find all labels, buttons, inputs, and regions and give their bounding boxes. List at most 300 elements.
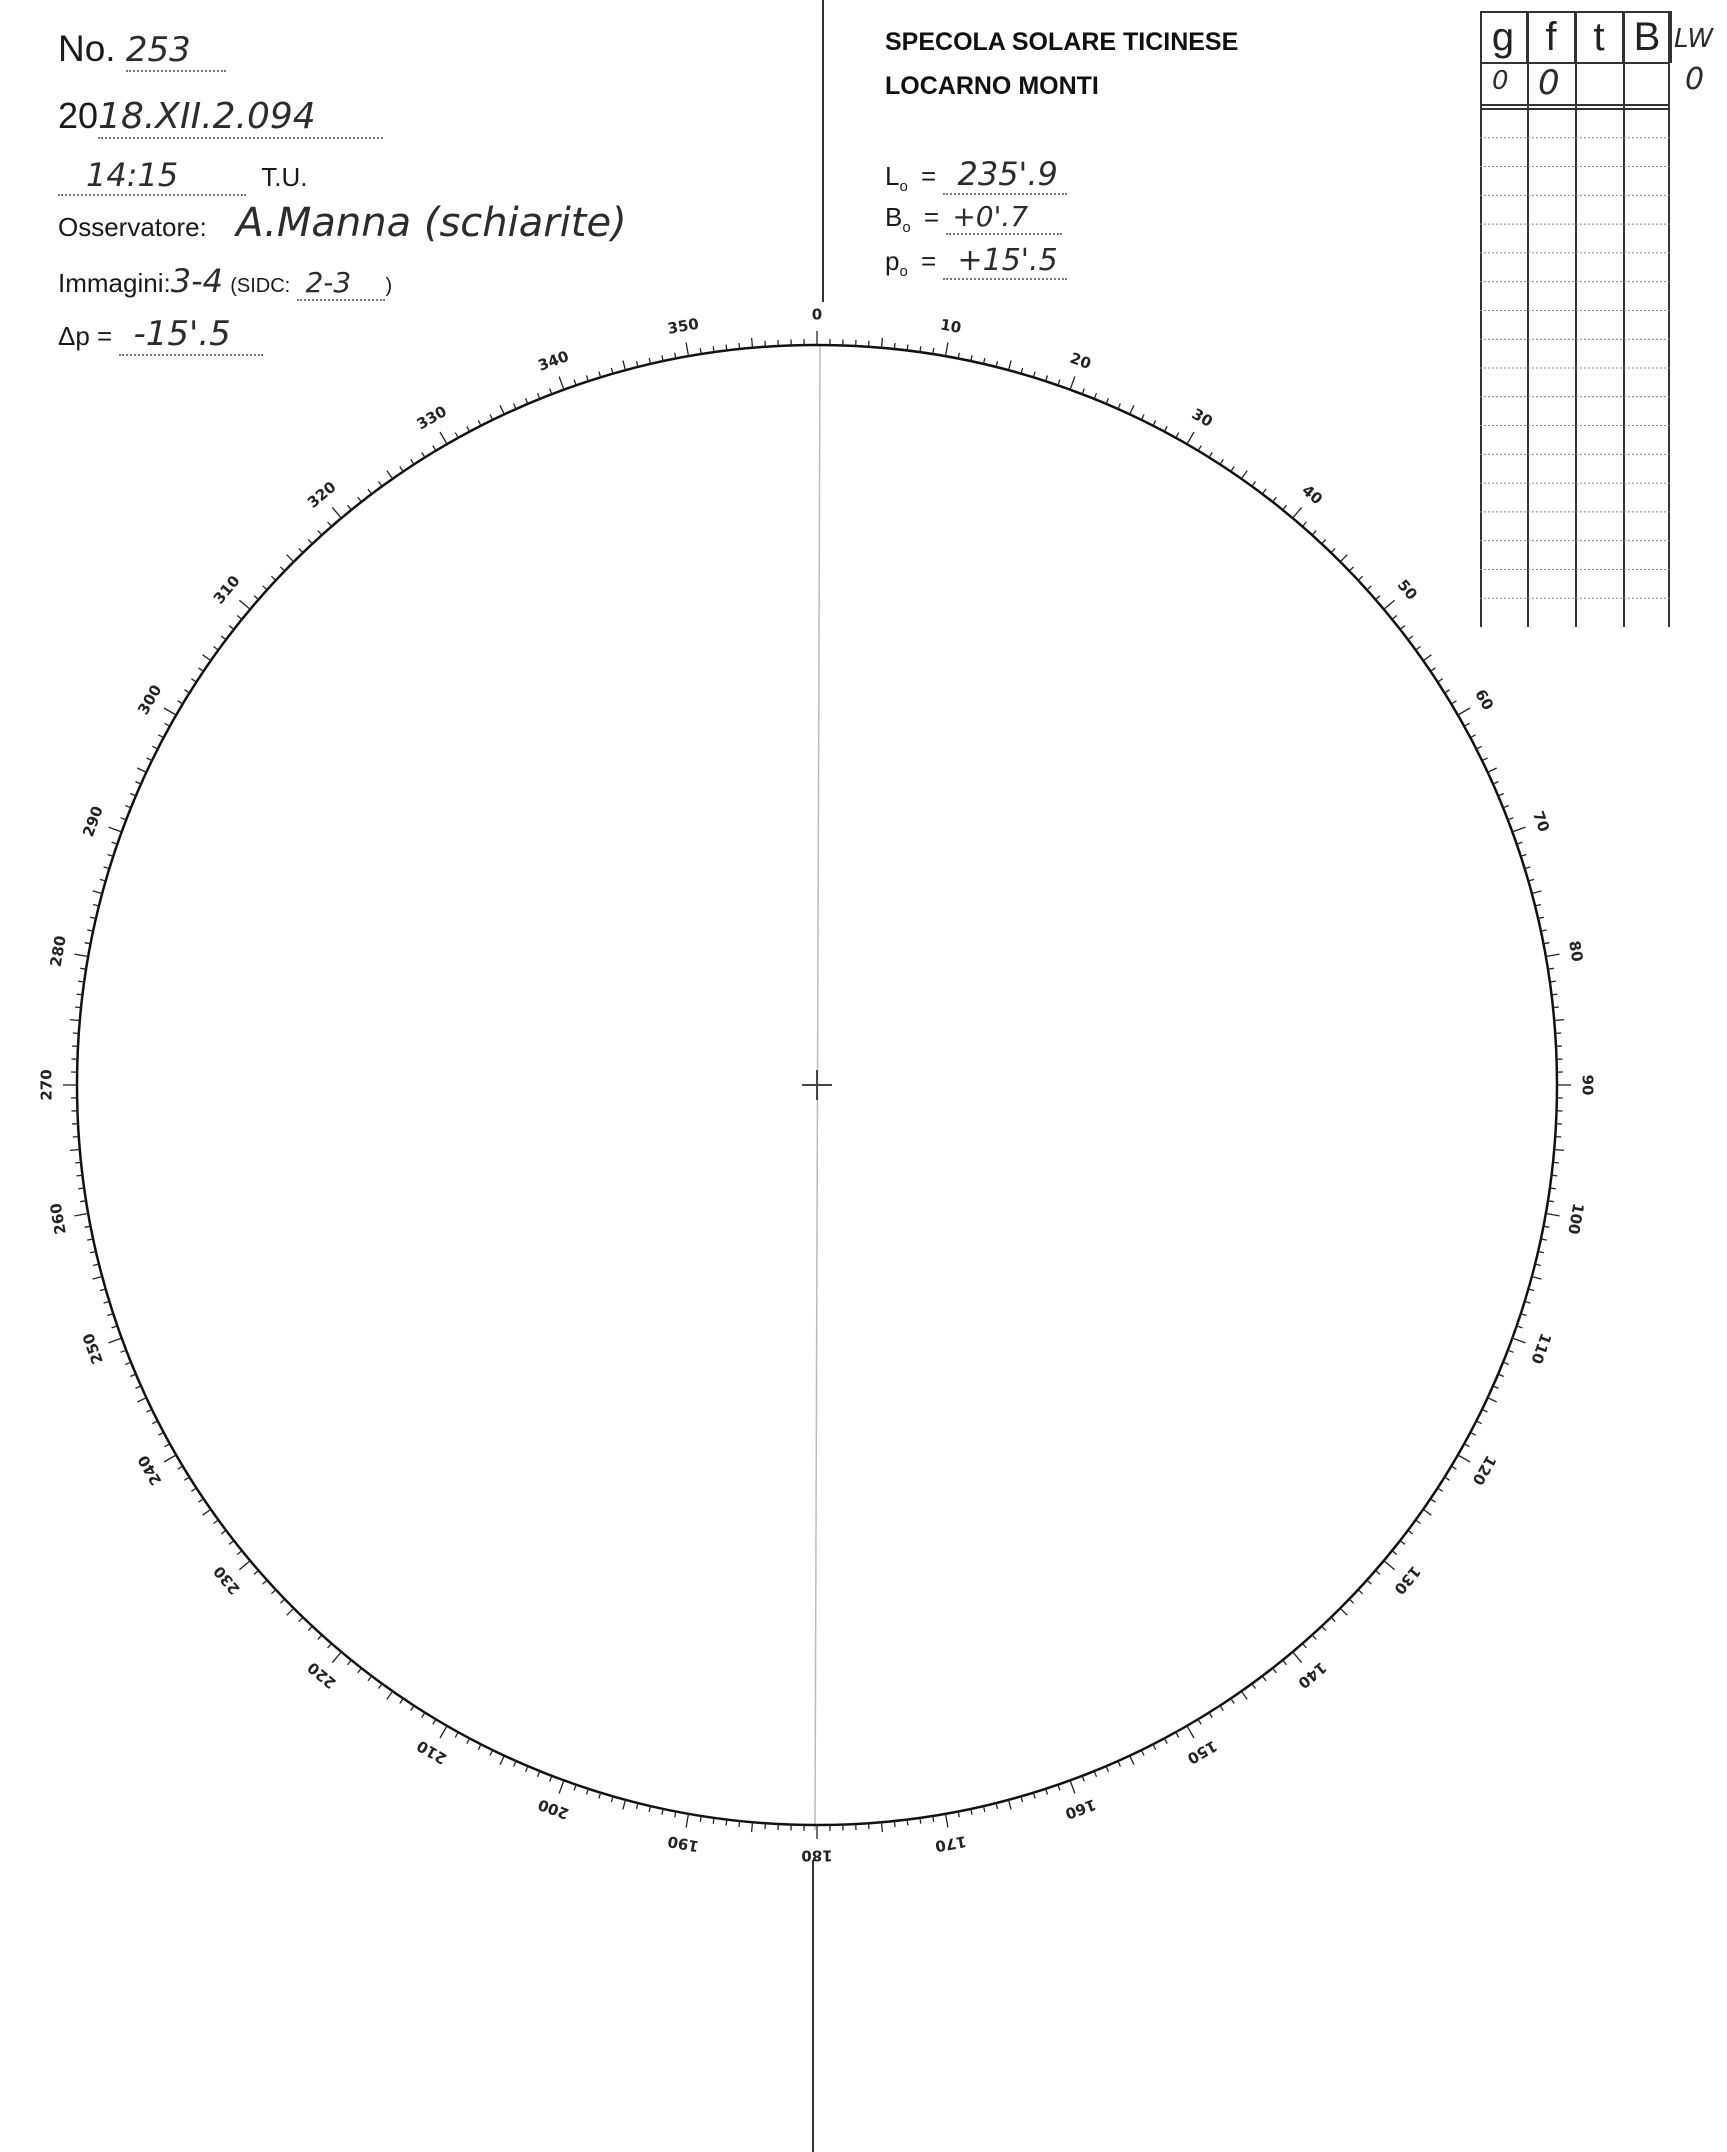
degree-tick	[178, 1466, 183, 1469]
degree-tick	[1550, 981, 1556, 982]
degree-label: 0	[811, 305, 823, 324]
degree-tick	[165, 1444, 170, 1447]
degree-tick	[433, 1719, 436, 1724]
degree-tick	[1554, 1150, 1564, 1151]
header-LW: LW	[1674, 24, 1714, 54]
value-f: 0	[1538, 63, 1560, 103]
degree-tick	[1445, 1477, 1450, 1480]
degree-label: 50	[1393, 575, 1421, 604]
degree-tick	[907, 1820, 908, 1826]
degree-label: 230	[209, 1562, 244, 1598]
degree-label: 190	[666, 1832, 701, 1856]
degree-tick	[75, 1214, 89, 1216]
degree-tick	[1241, 471, 1247, 479]
degree-tick	[229, 1541, 234, 1545]
degree-tick	[1367, 586, 1372, 590]
degree-label: 30	[1188, 404, 1216, 431]
degree-label: 130	[1390, 1562, 1425, 1598]
degree-tick	[500, 1756, 504, 1765]
degree-tick	[1176, 433, 1179, 438]
degree-tick	[1164, 426, 1167, 431]
degree-label: 110	[1527, 1330, 1555, 1367]
degree-tick	[623, 361, 626, 371]
degree-tick	[308, 1626, 312, 1630]
date-prefix: 20	[58, 95, 99, 136]
L0-sub: o	[899, 178, 908, 196]
degree-tick	[1464, 723, 1469, 726]
degree-tick	[214, 1520, 219, 1524]
degree-tick	[237, 616, 242, 620]
degree-tick	[1187, 1726, 1194, 1738]
degree-tick	[280, 1599, 284, 1603]
degree-label: 90	[1578, 1074, 1597, 1096]
degree-tick	[882, 1822, 883, 1832]
degree-tick	[93, 891, 103, 894]
degree-tick	[1408, 1530, 1413, 1534]
degree-tick	[700, 1816, 701, 1822]
degree-tick	[1488, 1398, 1497, 1402]
header-B: B	[1624, 11, 1672, 63]
degree-tick	[752, 338, 753, 348]
degree-tick	[1552, 994, 1558, 995]
degree-tick	[1349, 1599, 1353, 1603]
degree-tick	[75, 954, 89, 956]
degree-tick	[500, 405, 504, 414]
degree-tick	[328, 1644, 332, 1649]
degree-tick	[158, 1432, 163, 1435]
degree-tick	[137, 1398, 146, 1402]
degree-label: 170	[933, 1832, 968, 1856]
degree-label: 330	[413, 402, 450, 434]
degree-tick	[1392, 1551, 1397, 1555]
degree-tick	[1187, 432, 1194, 444]
degree-tick	[368, 1676, 372, 1681]
degree-tick	[78, 981, 84, 982]
degree-tick	[490, 1750, 493, 1755]
degree-tick	[178, 701, 183, 704]
degree-tick	[1358, 1590, 1362, 1594]
degree-tick	[1130, 1756, 1134, 1765]
degree-tick	[348, 505, 352, 510]
degree-tick	[1293, 507, 1302, 518]
degree-label: 70	[1529, 808, 1554, 835]
degree-tick	[203, 1509, 211, 1515]
degree-tick	[455, 433, 458, 438]
degree-tick	[1340, 555, 1347, 562]
degree-tick	[1464, 1444, 1469, 1447]
degree-tick	[280, 567, 284, 571]
degree-tick	[1220, 459, 1223, 464]
observer-label: Osservatore:	[58, 212, 207, 242]
degree-tick	[1532, 1277, 1542, 1280]
degree-tick	[1322, 539, 1326, 543]
degree-tick	[358, 1668, 362, 1673]
degree-label: 200	[535, 1795, 572, 1823]
degree-tick	[75, 1007, 81, 1008]
degree-tick	[1252, 1684, 1256, 1689]
degree-tick	[332, 1652, 341, 1663]
degree-tick	[318, 1635, 322, 1640]
degree-tick	[237, 1551, 242, 1555]
degree-tick	[239, 600, 250, 609]
value-LW: 0	[1685, 62, 1705, 97]
degree-tick	[164, 1455, 176, 1462]
degree-tick	[1070, 1780, 1075, 1793]
degree-tick	[1349, 567, 1353, 571]
degree-tick	[1554, 1020, 1564, 1021]
degree-tick	[77, 1175, 83, 1176]
L0-label: L	[885, 161, 900, 191]
degree-tick	[191, 679, 196, 682]
p0-value: +15'.5	[943, 243, 1067, 280]
degree-tick	[1046, 376, 1048, 382]
degree-tick	[1458, 1455, 1470, 1462]
degree-tick	[1423, 1509, 1431, 1515]
delta-p-value: -15'.5	[119, 314, 263, 356]
degree-tick	[1231, 467, 1234, 472]
degree-tick	[1400, 1541, 1405, 1545]
degree-tick	[920, 1818, 921, 1824]
degree-tick	[1431, 1499, 1436, 1502]
report-number-value: 253	[126, 30, 226, 72]
degree-tick	[387, 1691, 393, 1699]
degree-tick	[1392, 616, 1397, 620]
degree-tick	[1283, 505, 1287, 510]
degree-tick	[467, 1738, 470, 1743]
degree-tick	[478, 1744, 481, 1749]
degree-label: 320	[304, 477, 340, 512]
degree-tick	[455, 1732, 458, 1737]
degree-tick	[75, 1162, 81, 1163]
degree-tick	[440, 1726, 447, 1738]
sidc-close: )	[385, 275, 393, 297]
degree-tick	[299, 1617, 303, 1621]
degree-tick	[1476, 1421, 1481, 1424]
B0-value: +0'.7	[946, 200, 1062, 235]
degree-tick	[1416, 647, 1421, 651]
degree-tick	[752, 1822, 753, 1832]
degree-tick	[1416, 1520, 1421, 1524]
degree-tick	[1312, 1635, 1316, 1640]
degree-tick	[1458, 708, 1470, 715]
degree-tick	[77, 994, 83, 995]
degree-tick	[348, 1660, 352, 1665]
degree-tick	[933, 348, 934, 354]
degree-tick	[400, 467, 403, 472]
degree-tick	[1070, 377, 1075, 390]
degree-tick	[686, 343, 688, 357]
degree-label: 340	[535, 347, 572, 375]
degree-tick	[1331, 548, 1335, 552]
degree-label: 40	[1298, 481, 1327, 509]
degree-tick	[358, 497, 362, 502]
degree-tick	[1273, 1668, 1277, 1673]
degree-tick	[1009, 1800, 1012, 1810]
sidc-label: (SIDC:	[230, 275, 291, 297]
degree-tick	[599, 1793, 601, 1799]
degree-tick	[1438, 679, 1443, 682]
degree-tick	[894, 1821, 895, 1827]
degree-tick	[440, 432, 447, 444]
degree-tick	[946, 343, 948, 357]
degree-tick	[379, 1684, 383, 1689]
degree-tick	[137, 768, 146, 772]
institution-location: LOCARNO MONTI	[885, 72, 1099, 100]
degree-tick	[214, 647, 219, 651]
degree-tick	[379, 482, 383, 487]
degree-label: 260	[46, 1201, 70, 1236]
degree-label: 10	[938, 315, 963, 337]
degree-tick	[109, 1338, 122, 1343]
degree-tick	[1431, 668, 1436, 671]
degree-tick	[184, 1477, 189, 1480]
degree-tick	[478, 420, 481, 425]
degree-tick	[700, 348, 701, 354]
degree-tick	[1548, 968, 1554, 969]
degree-tick	[78, 1188, 84, 1189]
date-value: 18.XII.2.094	[98, 96, 383, 139]
degree-tick	[368, 489, 372, 494]
degree-tick	[1525, 867, 1531, 869]
value-g: 0	[1492, 66, 1509, 96]
degree-tick	[271, 1590, 275, 1594]
degree-tick	[199, 668, 204, 671]
degree-tick	[422, 1713, 425, 1718]
degree-tick	[587, 376, 589, 382]
degree-tick	[158, 735, 163, 738]
degree-tick	[1482, 1409, 1487, 1412]
degree-tick	[318, 531, 322, 536]
degree-tick	[726, 345, 727, 351]
p0-eq: =	[921, 246, 937, 276]
degree-tick	[1521, 1314, 1527, 1316]
degree-tick	[1046, 1789, 1048, 1795]
degree-tick	[400, 1699, 403, 1704]
degree-label: 310	[209, 572, 244, 608]
header-g: g	[1480, 11, 1528, 63]
degree-tick	[1482, 758, 1487, 761]
degree-tick	[328, 522, 332, 527]
degree-tick	[1408, 636, 1413, 640]
degree-tick	[1262, 1676, 1266, 1681]
B0-label: B	[885, 202, 903, 232]
degree-tick	[199, 1499, 204, 1502]
sidc-value: 2-3	[297, 266, 385, 301]
degree-tick	[920, 346, 921, 352]
degree-label: 140	[1294, 1658, 1330, 1693]
degree-label: 150	[1184, 1736, 1221, 1768]
degree-tick	[1231, 1699, 1234, 1704]
header-f: f	[1528, 11, 1576, 63]
degree-tick	[1262, 489, 1266, 494]
degree-tick	[726, 1820, 727, 1826]
degree-tick	[1176, 1732, 1179, 1737]
degree-label: 80	[1565, 939, 1587, 964]
degree-label: 300	[134, 681, 166, 718]
header-t: t	[1576, 11, 1624, 63]
p0-label: p	[885, 246, 900, 276]
degree-tick	[1451, 701, 1456, 704]
degree-tick	[1153, 420, 1156, 425]
degree-tick	[433, 446, 436, 451]
degree-tick	[263, 1580, 268, 1584]
degree-tick	[254, 1571, 259, 1575]
degree-tick	[147, 1409, 152, 1412]
degree-tick	[1445, 690, 1450, 693]
degree-tick	[1340, 1608, 1347, 1615]
degree-tick	[108, 855, 114, 857]
degree-tick	[1438, 1488, 1443, 1491]
degree-tick	[1331, 1617, 1335, 1621]
degree-tick	[490, 415, 493, 420]
degree-tick	[1376, 1571, 1381, 1575]
degree-tick	[263, 586, 268, 590]
degree-tick	[933, 1816, 934, 1822]
degree-tick	[1512, 1338, 1525, 1343]
degree-tick	[1553, 1162, 1559, 1163]
degree-label: 160	[1062, 1795, 1099, 1823]
degree-tick	[1476, 746, 1481, 749]
degree-tick	[104, 867, 110, 869]
degree-tick	[1322, 1626, 1326, 1630]
degree-tick	[1550, 1188, 1556, 1189]
degree-tick	[1376, 596, 1381, 600]
degree-tick	[1130, 405, 1134, 414]
degree-tick	[1546, 1214, 1560, 1216]
degree-tick	[1400, 626, 1405, 630]
L0-eq: =	[921, 161, 937, 191]
degree-tick	[411, 1706, 414, 1711]
degree-tick	[1033, 372, 1035, 378]
degree-tick	[1209, 1713, 1212, 1718]
degree-tick	[1423, 655, 1431, 661]
degree-tick	[1033, 1793, 1035, 1799]
degree-tick	[686, 1814, 688, 1828]
degree-tick	[287, 1608, 294, 1615]
degree-tick	[1525, 1301, 1531, 1303]
time-value: 14:15	[58, 156, 246, 196]
degree-tick	[184, 690, 189, 693]
degree-tick	[152, 1421, 157, 1424]
degree-tick	[1312, 531, 1316, 536]
degree-tick	[713, 346, 714, 352]
degree-tick	[1451, 1466, 1456, 1469]
degree-tick	[239, 1561, 250, 1570]
degree-label: 210	[413, 1736, 450, 1768]
degree-tick	[713, 1818, 714, 1824]
degree-tick	[1548, 1201, 1554, 1202]
degree-tick	[104, 1301, 110, 1303]
images-value: 3-4	[170, 262, 223, 300]
degree-tick	[1220, 1706, 1223, 1711]
degree-tick	[70, 1150, 80, 1151]
report-number-label: No.	[58, 28, 116, 69]
degree-tick	[332, 507, 341, 518]
degree-tick	[229, 626, 234, 630]
degree-tick	[1532, 891, 1542, 894]
degree-tick	[221, 636, 226, 640]
degree-tick	[467, 426, 470, 431]
degree-tick	[1141, 1750, 1144, 1755]
degree-label: 120	[1468, 1452, 1500, 1489]
time-unit: T.U.	[261, 162, 308, 192]
degree-label: 290	[79, 803, 107, 840]
degree-tick	[387, 471, 393, 479]
degree-tick	[623, 1800, 626, 1810]
degree-tick	[1241, 1691, 1247, 1699]
degree-tick	[80, 1201, 86, 1202]
degree-tick	[739, 343, 740, 349]
degree-label: 350	[666, 314, 701, 338]
degree-label: 20	[1067, 348, 1094, 373]
degree-tick	[739, 1821, 740, 1827]
B0-sub: o	[902, 219, 911, 237]
degree-tick	[287, 555, 294, 562]
delta-p-label: Δp =	[58, 321, 113, 351]
p0-sub: o	[899, 263, 908, 281]
degree-tick	[1293, 1652, 1302, 1663]
degree-tick	[1521, 855, 1527, 857]
degree-tick	[1153, 1744, 1156, 1749]
L0-value: 235'.9	[943, 155, 1067, 195]
B0-eq: =	[923, 202, 940, 232]
degree-tick	[308, 539, 312, 543]
observer-value: A.Manna (schiarite)	[236, 200, 627, 246]
degree-tick	[203, 655, 211, 661]
degree-tick	[1470, 1432, 1475, 1435]
degree-tick	[894, 343, 895, 349]
degree-label: 280	[46, 934, 70, 969]
degree-label: 220	[304, 1658, 340, 1693]
degree-tick	[1470, 735, 1475, 738]
degree-tick	[70, 1020, 80, 1021]
degree-tick	[559, 377, 564, 390]
degree-tick	[108, 1314, 114, 1316]
degree-tick	[1367, 1580, 1372, 1584]
degree-tick	[1512, 827, 1525, 832]
degree-tick	[93, 1277, 103, 1280]
degree-tick	[109, 827, 122, 832]
degree-tick	[1283, 1660, 1287, 1665]
degree-tick	[1141, 415, 1144, 420]
degree-tick	[147, 758, 152, 761]
degree-tick	[587, 1789, 589, 1795]
degree-tick	[165, 723, 170, 726]
degree-label: 250	[79, 1330, 107, 1367]
degree-tick	[1488, 768, 1497, 772]
degree-tick	[559, 1780, 564, 1793]
degree-tick	[299, 548, 303, 552]
degree-tick	[1273, 497, 1277, 502]
degree-tick	[1303, 1644, 1307, 1649]
degree-label: 270	[37, 1069, 56, 1101]
degree-tick	[1198, 446, 1201, 451]
degree-tick	[164, 708, 176, 715]
degree-tick	[1384, 1561, 1395, 1570]
degree-tick	[1358, 576, 1362, 580]
degree-tick	[422, 452, 425, 457]
degree-tick	[221, 1530, 226, 1534]
degree-tick	[882, 338, 883, 348]
degree-tick	[907, 345, 908, 351]
degree-label: 240	[134, 1452, 166, 1489]
degree-tick	[1209, 452, 1212, 457]
degree-tick	[1552, 1175, 1558, 1176]
degree-tick	[1384, 600, 1395, 609]
degree-tick	[1009, 361, 1012, 371]
institution-name: SPECOLA SOLARE TICINESE	[885, 28, 1239, 56]
degree-tick	[254, 596, 259, 600]
